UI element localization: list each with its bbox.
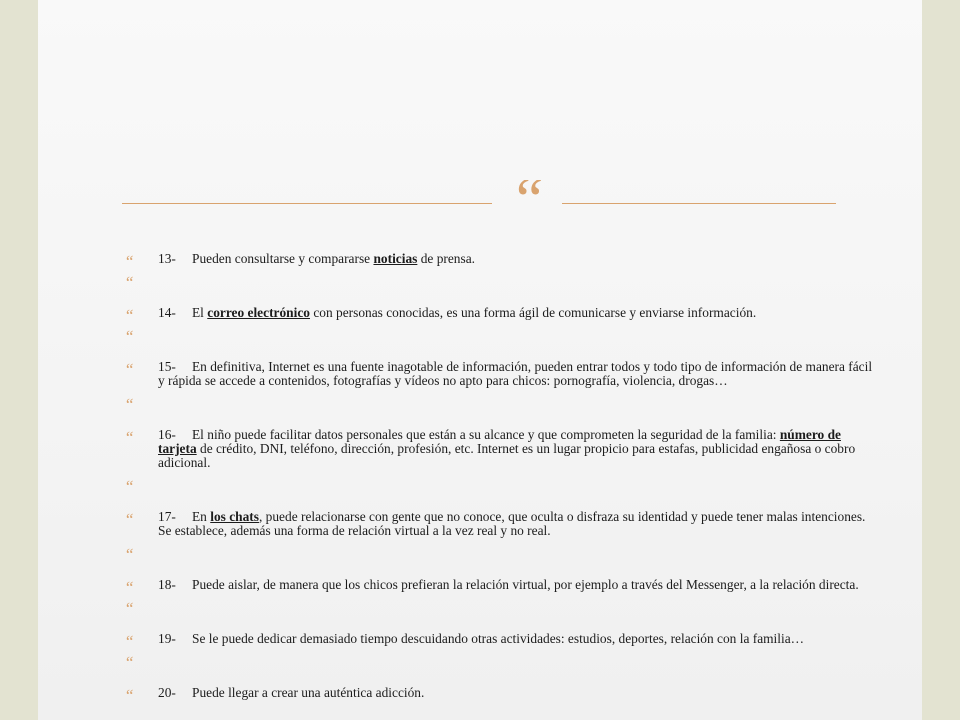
svg-text:“: “ — [124, 512, 134, 523]
svg-text:“: “ — [124, 308, 134, 319]
empty-list-item — [122, 477, 882, 491]
list-item — [122, 252, 882, 266]
quote-bullet-icon — [122, 655, 136, 666]
svg-text:“: “ — [124, 254, 134, 265]
list-item — [122, 510, 882, 538]
list-item — [122, 428, 882, 470]
list-item — [122, 632, 882, 646]
quote-bullet-icon — [122, 275, 136, 286]
item-number: 13- — [158, 251, 176, 266]
item-text: Puede llegar a crear una auténtica adicción. — [192, 685, 425, 700]
item-number: 15- — [158, 359, 176, 374]
svg-text:“: “ — [124, 329, 134, 340]
quote-bullet-icon — [122, 601, 136, 612]
quote-bullet-icon — [122, 430, 136, 441]
item-text: con personas conocidas, es una forma ágil de comunicarse y enviarse información. — [309, 305, 757, 320]
svg-text:“: “ — [124, 634, 134, 645]
item-number: 16- — [158, 427, 176, 442]
item-text: , puede relacionarse con gente que no conoce, que oculta o disfraza su identidad y puede tener malas intenciones. Se establece, además una forma de relación virtual a la vez real y no real. — [158, 509, 866, 538]
empty-list-item — [122, 545, 882, 559]
item-number: 18- — [158, 577, 176, 592]
svg-text:“: “ — [509, 180, 545, 224]
item-text: En — [192, 509, 211, 524]
empty-list-item — [122, 273, 882, 287]
svg-text:“: “ — [124, 479, 134, 490]
title-rule-right — [562, 203, 836, 204]
quote-bullet-icon — [122, 512, 136, 523]
svg-text:“: “ — [124, 275, 134, 286]
svg-text:“: “ — [124, 580, 134, 591]
svg-text:“: “ — [124, 430, 134, 441]
item-number: 19- — [158, 631, 176, 646]
list-item — [122, 306, 882, 320]
empty-list-item — [122, 327, 882, 341]
quote-bullet-icon — [122, 397, 136, 408]
quote-bullet-icon — [122, 580, 136, 591]
svg-text:“: “ — [124, 655, 134, 666]
svg-text:“: “ — [124, 601, 134, 612]
item-text: de prensa. — [417, 251, 476, 266]
item-term: noticias — [373, 251, 418, 266]
list-item — [122, 686, 882, 700]
list-item — [122, 360, 882, 388]
item-text: Pueden consultarse y compararse — [192, 251, 374, 266]
item-text: En definitiva, Internet es una fuente inagotable de información, pueden entrar todos y todo tipo de información de manera fácil y rápida se accede a contenidos, fotografías y vídeos no apto para chicos: pornografía, violencia, drogas… — [158, 359, 873, 388]
quote-bullet-icon — [122, 688, 136, 699]
quote-bullet-icon — [122, 634, 136, 645]
quote-bullet-icon — [122, 547, 136, 558]
item-text: El — [192, 305, 208, 320]
item-text: El niño puede facilitar datos personales que están a su alcance y que comprometen la seguridad de la familia: — [192, 427, 780, 442]
quote-bullet-icon — [122, 254, 136, 265]
double-quote-ornament-icon — [494, 180, 560, 224]
item-term: correo electrónico — [207, 305, 310, 320]
item-text: de crédito, DNI, teléfono, dirección, profesión, etc. Internet es un lugar propicio para estafas, publicidad engañosa o cobro adicional. — [158, 441, 856, 470]
svg-text:“: “ — [124, 547, 134, 558]
empty-list-item — [122, 599, 882, 613]
item-number: 17- — [158, 509, 176, 524]
title-rule-left — [122, 203, 492, 204]
svg-text:“: “ — [124, 397, 134, 408]
item-number: 20- — [158, 685, 176, 700]
quote-bullet-icon — [122, 479, 136, 490]
empty-list-item — [122, 395, 882, 409]
slide-canvas — [38, 0, 922, 720]
item-text: Puede aislar, de manera que los chicos prefieran la relación virtual, por ejemplo a través del Messenger, a la relación directa. — [192, 577, 859, 592]
item-term: los chats — [210, 509, 259, 524]
quote-bullet-icon — [122, 329, 136, 340]
svg-text:“: “ — [124, 688, 134, 699]
bullet-list — [122, 252, 882, 707]
empty-list-item — [122, 653, 882, 667]
quote-bullet-icon — [122, 362, 136, 373]
svg-text:“: “ — [124, 362, 134, 373]
item-number: 14- — [158, 305, 176, 320]
item-text: Se le puede dedicar demasiado tiempo descuidando otras actividades: estudios, deportes, relación con la familia… — [192, 631, 805, 646]
item-term: número de tarjeta — [158, 427, 841, 456]
list-item — [122, 578, 882, 592]
quote-bullet-icon — [122, 308, 136, 319]
